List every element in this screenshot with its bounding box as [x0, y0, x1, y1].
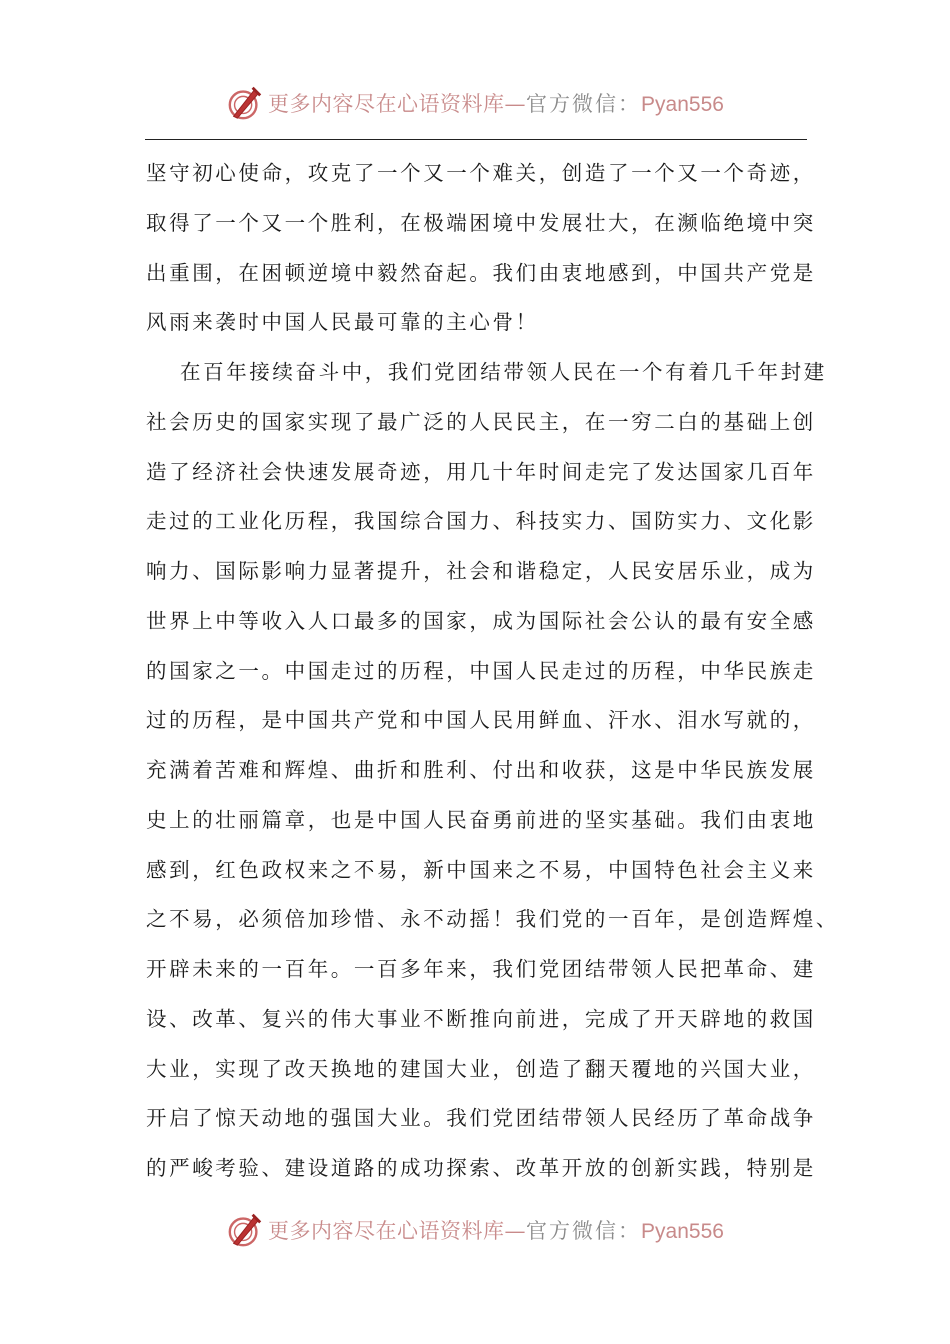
text-line: 之不易，必须倍加珍惜、永不动摇！我们党的一百年，是创造辉煌、: [146, 907, 839, 932]
text-line: 的国家之一。中国走过的历程，中国人民走过的历程，中华民族走: [146, 658, 816, 683]
text-line: 设、改革、复兴的伟大事业不断推向前进，完成了开天辟地的救国: [146, 1006, 816, 1031]
text-line: 出重围，在困顿逆境中毅然奋起。我们由衷地感到，中国共产党是: [146, 260, 816, 285]
document-body: [146, 149, 839, 1194]
header-banner-site: 更多内容尽在心语资料库—: [268, 92, 527, 116]
text-line: 社会历史的国家实现了最广泛的人民民主，在一穷二白的基础上创: [146, 409, 816, 434]
text-line: 过的历程，是中国共产党和中国人民用鲜血、汗水、泪水写就的，: [146, 708, 816, 733]
footer-banner-wechat-id: Pyan556: [641, 1220, 724, 1243]
pen-nib-logo-icon: [226, 84, 264, 122]
text-line: 响力、国际影响力显著提升，社会和谐稳定，人民安居乐业，成为: [146, 559, 816, 583]
text-line: 的严峻考验、建设道路的成功探索、改革开放的创新实践，特别是: [146, 1156, 816, 1180]
footer-banner-site: 更多内容尽在心语资料库—: [268, 1219, 527, 1243]
pen-nib-logo-icon: [226, 1211, 264, 1249]
text-line: 取得了一个又一个胜利，在极端困境中发展壮大，在濒临绝境中突: [146, 210, 816, 235]
text-line: 大业，实现了改天换地的建国大业，创造了翻天覆地的兴国大业，: [146, 1056, 816, 1081]
text-line: 坚守初心使命，攻克了一个又一个难关，创造了一个又一个奇迹，: [146, 161, 816, 185]
header-banner-wechat-id: Pyan556: [641, 93, 724, 116]
footer-banner: [0, 1205, 950, 1255]
footer-banner-text: [268, 1215, 724, 1245]
text-line: 开启了惊天动地的强国大业。我们党团结带领人民经历了革命战争: [146, 1106, 816, 1131]
text-line: 走过的工业化历程，我国综合国力、科技实力、国防实力、文化影: [146, 509, 816, 534]
text-line: 风雨来袭时中国人民最可靠的主心骨！: [146, 310, 539, 335]
paragraph-start-line: 在百年接续奋斗中，我们党团结带领人民在一个有着几千年封建: [180, 360, 827, 384]
text-line: 充满着苦难和辉煌、曲折和胜利、付出和收获，这是中华民族发展: [146, 758, 816, 782]
text-line: 感到，红色政权来之不易，新中国来之不易，中国特色社会主义来: [146, 857, 816, 882]
text-line: 开辟未来的一百年。一百多年来，我们党团结带领人民把革命、建: [146, 957, 816, 981]
header-banner: [0, 78, 950, 128]
footer-banner-wechat-label: 官方微信：: [526, 1219, 642, 1243]
header-banner-text: [268, 88, 724, 118]
header-divider: [145, 139, 807, 140]
header-banner-wechat-label: 官方微信：: [526, 92, 642, 116]
text-line: 造了经济社会快速发展奇迹，用几十年时间走完了发达国家几百年: [146, 459, 816, 484]
text-line: 世界上中等收入人口最多的国家，成为国际社会公认的最有安全感: [146, 608, 816, 633]
text-line: 史上的壮丽篇章，也是中国人民奋勇前进的坚实基础。我们由衷地: [146, 807, 816, 832]
